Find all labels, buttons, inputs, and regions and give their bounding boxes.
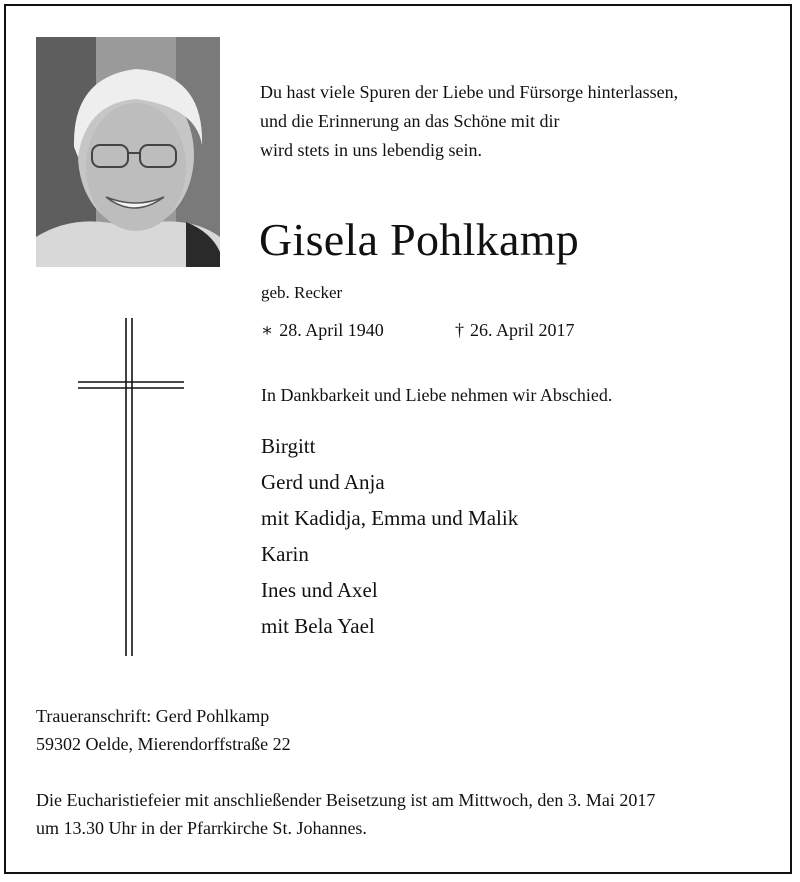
mourner-entry: Gerd und Anja	[261, 470, 385, 494]
birth-date: 28. April 1940	[279, 320, 384, 340]
poem-line: wird stets in uns lebendig sein.	[260, 140, 482, 160]
mourner-entry: Karin	[261, 542, 309, 566]
mourner-entry: mit Kadidja, Emma und Malik	[261, 506, 519, 530]
mourner-entry: Birgitt	[261, 434, 316, 458]
deceased-name: Gisela Pohlkamp	[259, 214, 580, 265]
death-info	[455, 320, 575, 341]
farewell-line: In Dankbarkeit und Liebe nehmen wir Abschied.	[261, 385, 613, 405]
service-info	[36, 786, 655, 842]
birth-star-icon: ∗	[261, 320, 274, 340]
mourner-entry: mit Bela Yael	[261, 614, 375, 638]
service-line: Die Eucharistiefeier mit anschließender Beisetzung ist am Mittwoch, den 3. Mai 2017	[36, 790, 656, 810]
portrait-photo	[36, 37, 220, 267]
poem-line: und die Erinnerung an das Schöne mit dir	[260, 111, 560, 131]
address-line: 59302 Oelde, Mierendorffstraße 22	[36, 734, 291, 754]
cross-icon	[76, 316, 186, 658]
mourner-entry: Ines und Axel	[261, 578, 378, 602]
poem-line: Du hast viele Spuren der Liebe und Fürsorge hinterlassen,	[260, 82, 679, 102]
death-dagger-icon: †	[455, 320, 464, 340]
mourning-address	[36, 702, 291, 758]
portrait-illustration	[36, 37, 220, 267]
birth-info	[261, 320, 384, 341]
address-line: Traueranschrift: Gerd Pohlkamp	[36, 706, 270, 726]
mourners-list	[261, 428, 518, 644]
death-date: 26. April 2017	[470, 320, 575, 340]
poem-verse	[260, 78, 678, 165]
maiden-name: geb. Recker	[261, 283, 343, 302]
service-line: um 13.30 Uhr in der Pfarrkirche St. Johannes.	[36, 818, 367, 838]
